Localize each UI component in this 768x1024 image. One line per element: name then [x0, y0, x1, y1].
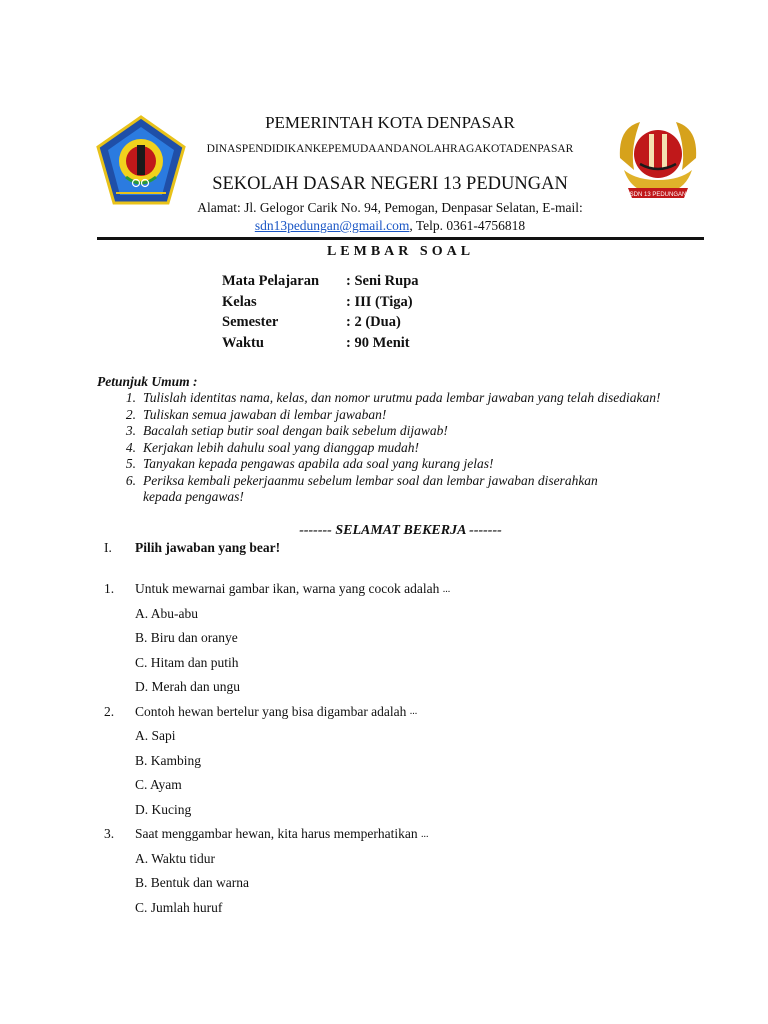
question-ellipsis: ...: [421, 828, 429, 840]
answer-option: A. Waktu tidur: [135, 850, 216, 866]
instruction-text: Tuliskan semua jawaban di lembar jawaban!: [143, 406, 387, 422]
answer-option: D. Kucing: [135, 801, 192, 817]
info-key: Waktu: [222, 334, 264, 351]
answer-option: B. Kambing: [135, 752, 201, 768]
instruction-text: Kerjakan lebih dahulu soal yang dianggap mudah!: [143, 439, 419, 455]
emblem-ribbon-text: SDN 13 PEDUNGAN: [629, 192, 687, 198]
info-value: : Seni Rupa: [346, 273, 419, 289]
answer-option: C. Hitam dan putih: [135, 654, 239, 670]
question-list: [104, 577, 664, 920]
info-key: Semester: [222, 314, 279, 330]
question-number: 3.: [104, 826, 115, 842]
school-name: SEKOLAH DASAR NEGERI 13 PEDUNGAN: [212, 174, 568, 194]
question-number: 2.: [104, 703, 115, 719]
instruction-number: 4.: [125, 439, 136, 455]
instruction-number: 2.: [125, 406, 136, 422]
info-key: Mata Pelajaran: [222, 273, 320, 289]
answer-option: D. Merah dan ungu: [135, 679, 240, 695]
question-ellipsis: ...: [409, 706, 418, 718]
info-value: : III (Tiga): [346, 293, 413, 310]
denpasar-crest-logo: [96, 115, 186, 207]
question-item: [104, 577, 664, 602]
info-row: [222, 314, 419, 335]
department-heading: DINASPENDIDIKANKEPEMUDAANDANOLAHRAGAKOTADENPASAR: [206, 143, 574, 155]
instruction-text: Tulislah identitas nama, kelas, dan nomor urutmu pada lembar jawaban yang telah disediakan!: [143, 390, 661, 405]
info-row: [222, 273, 419, 294]
instruction-number: 3.: [125, 423, 136, 438]
phone-text: , Telp. 0361-4756818: [409, 218, 526, 233]
instruction-item: [112, 440, 692, 457]
info-row: [222, 294, 419, 315]
header-divider: [97, 237, 704, 240]
address-text: Alamat: Jl. Gelogor Carik No. 94, Pemogan, Denpasar Selatan, E-mail:: [197, 200, 583, 215]
info-row: [222, 335, 419, 356]
info-value: : 90 Menit: [346, 334, 410, 351]
email-link[interactable]: sdn13pedungan@gmail.com: [254, 218, 410, 233]
school-address: [180, 199, 600, 235]
section-number: I.: [104, 540, 112, 555]
instruction-text: Bacalah setiap butir soal dengan baik sebelum dijawab!: [143, 423, 448, 438]
info-key: Kelas: [222, 293, 257, 310]
instructions-list: [112, 390, 692, 506]
instruction-number: 1.: [125, 390, 136, 405]
question-item: [104, 822, 664, 847]
government-heading: PEMERINTAH KOTA DENPASAR: [265, 113, 515, 132]
instruction-item: [112, 473, 692, 506]
answer-option: A. Sapi: [135, 728, 176, 744]
question-item: [104, 700, 664, 725]
exam-info: [222, 273, 419, 355]
question-number: 1.: [104, 581, 115, 597]
info-value: : 2 (Dua): [346, 314, 401, 330]
instruction-number: 6.: [125, 472, 136, 488]
answer-option: C. Ayam: [135, 777, 182, 793]
answer-option: B. Bentuk dan warna: [135, 875, 249, 891]
school-emblem-logo: [610, 118, 706, 206]
instruction-item: [112, 423, 692, 440]
question-ellipsis: ...: [442, 583, 451, 595]
answer-option: C. Jumlah huruf: [135, 899, 223, 915]
section-title: Pilih jawaban yang bear!: [135, 540, 281, 555]
answer-option: B. Biru dan oranye: [135, 630, 238, 646]
instruction-number: 5.: [125, 456, 136, 471]
instruction-text: Periksa kembali pekerjaanmu sebelum lembar soal dan lembar jawaban diserahkan kepada pengawas!: [143, 472, 598, 504]
instruction-text: Tanyakan kepada pengawas apabila ada soal yang kurang jelas!: [143, 456, 494, 471]
document-title: LEMBAR SOAL: [326, 244, 475, 259]
question-text: Untuk mewarnai gambar ikan, warna yang cocok adalah: [135, 581, 440, 597]
instruction-item: [112, 390, 692, 407]
instruction-item: [112, 456, 692, 473]
instruction-item: [112, 407, 692, 424]
question-text: Saat menggambar hewan, kita harus memperhatikan: [135, 826, 418, 842]
question-text: Contoh hewan bertelur yang bisa digambar adalah: [135, 703, 407, 719]
answer-option: A. Abu-abu: [135, 605, 198, 621]
good-luck-banner: ------- SELAMAT BEKERJA -------: [299, 523, 502, 538]
instructions-heading: Petunjuk Umum :: [97, 374, 198, 389]
